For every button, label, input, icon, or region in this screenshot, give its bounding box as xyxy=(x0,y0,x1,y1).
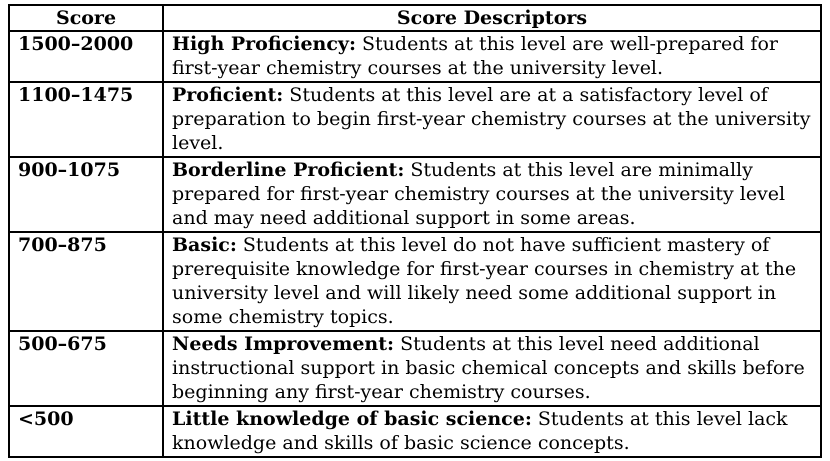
table-row xyxy=(9,232,821,331)
score-range: 900–1075 xyxy=(9,157,163,232)
descriptor-cell xyxy=(163,82,821,157)
score-range: 1500–2000 xyxy=(9,31,163,82)
score-range: 1100–1475 xyxy=(9,82,163,157)
level-description: Students at this level lack knowledge and skills of basic science concepts. xyxy=(172,408,788,454)
score-column-header: Score xyxy=(9,5,163,31)
descriptor-cell xyxy=(163,31,821,82)
level-name: High Proficiency: xyxy=(172,33,356,55)
level-name: Little knowledge of basic science: xyxy=(172,408,532,430)
level-name: Borderline Proficient: xyxy=(172,159,405,181)
descriptor-cell xyxy=(163,406,821,457)
level-description: Students at this level do not have sufficient mastery of prerequisite knowledge for first-year courses in chemistry at the university level and will likely need some additional support in some chemistry topics. xyxy=(172,234,797,328)
score-range: <500 xyxy=(9,406,163,457)
table-row xyxy=(9,82,821,157)
table-row xyxy=(9,157,821,232)
descriptor-cell xyxy=(163,331,821,406)
table-row xyxy=(9,331,821,406)
level-description: Students at this level are minimally prepared for first-year chemistry courses at the university level and may need additional support in some areas. xyxy=(172,159,786,229)
score-descriptor-table-container xyxy=(8,4,820,458)
level-description: Students at this level are at a satisfactory level of preparation to begin first-year chemistry courses at the university level. xyxy=(172,84,811,154)
score-descriptor-table xyxy=(8,4,822,458)
score-range: 700–875 xyxy=(9,232,163,331)
level-description: Students at this level are well-prepared for first-year chemistry courses at the university level. xyxy=(172,33,778,79)
level-name: Basic: xyxy=(172,234,237,256)
descriptor-cell xyxy=(163,157,821,232)
level-description: Students at this level need additional instructional support in basic chemical concepts and skills before beginning any first-year chemistry courses. xyxy=(172,333,805,403)
level-name: Proficient: xyxy=(172,84,284,106)
table-row xyxy=(9,31,821,82)
score-range: 500–675 xyxy=(9,331,163,406)
table-header-row xyxy=(9,5,821,31)
level-name: Needs Improvement: xyxy=(172,333,395,355)
descriptors-column-header: Score Descriptors xyxy=(163,5,821,31)
table-row xyxy=(9,406,821,457)
descriptor-cell xyxy=(163,232,821,331)
